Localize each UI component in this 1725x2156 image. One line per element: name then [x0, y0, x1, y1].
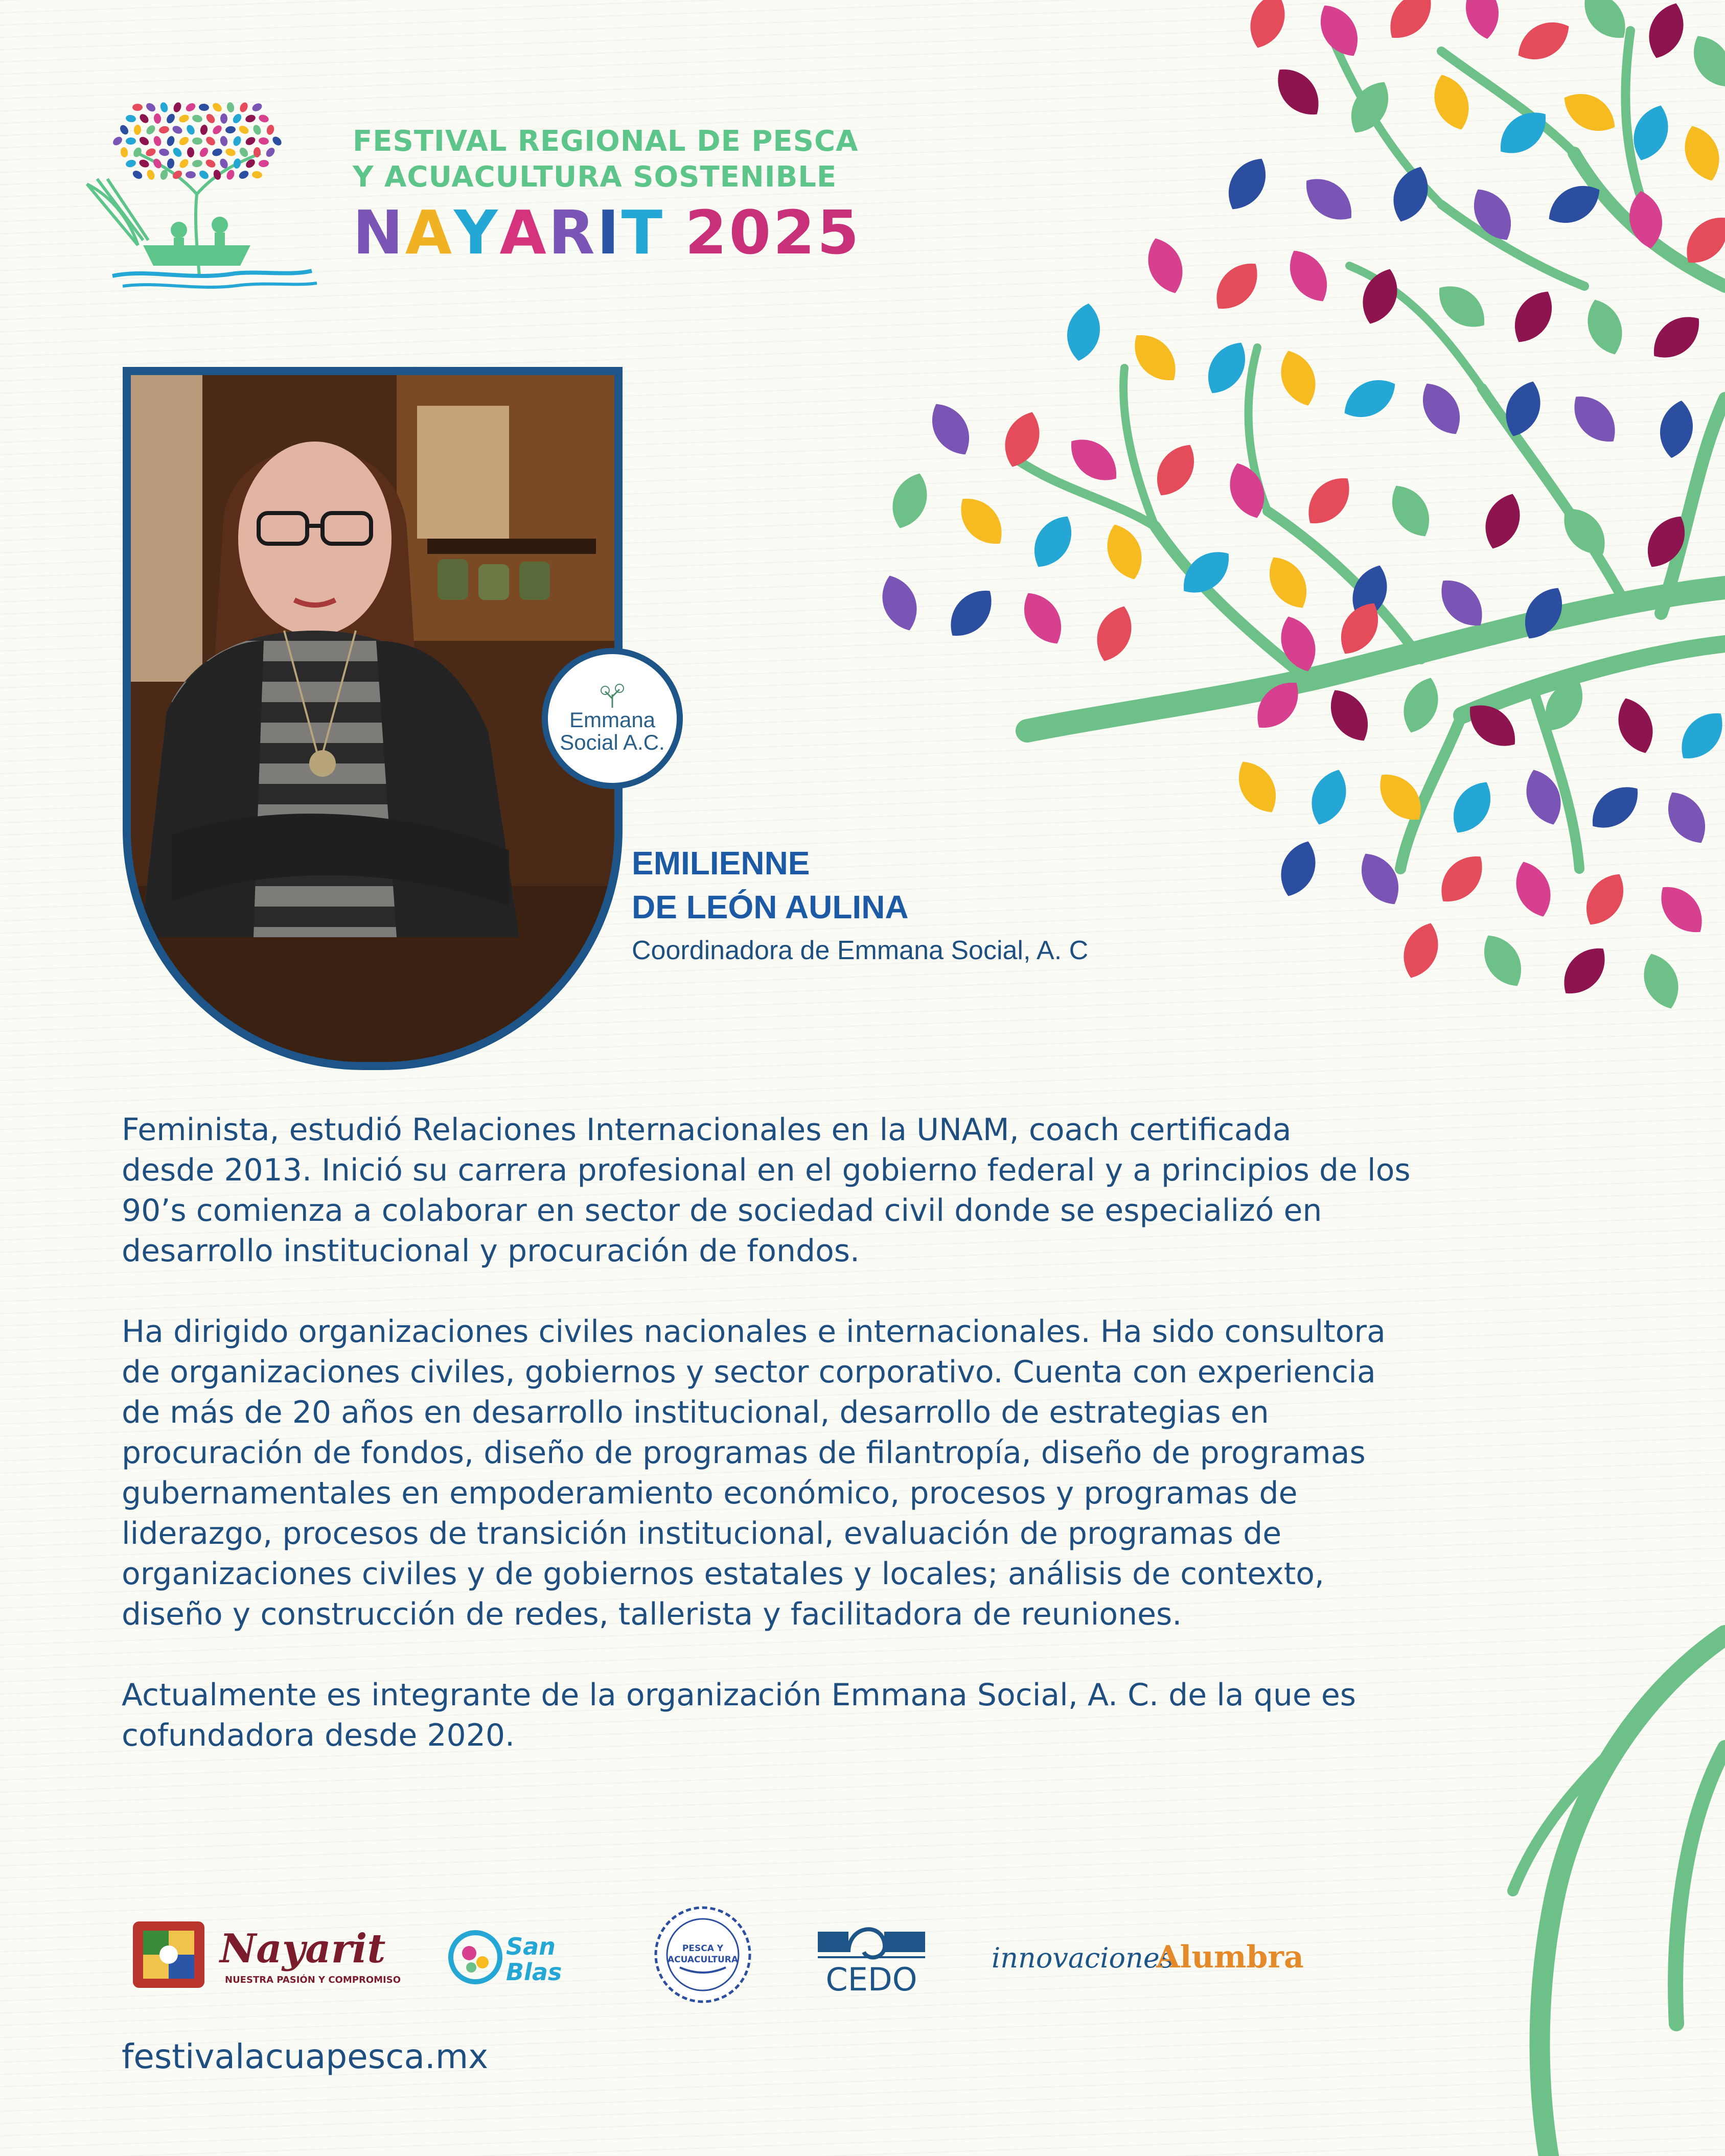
logo-dot [266, 124, 275, 136]
leaf [1443, 774, 1501, 841]
organization-badge [542, 648, 683, 789]
leaf [1671, 703, 1725, 769]
logo-dot [232, 135, 243, 147]
logo-dot [198, 146, 210, 158]
organization-name-line-1: Emmana [569, 708, 656, 732]
logo-dot [159, 101, 169, 113]
bio-line: desarrollo institucional y procuración de fondos. [122, 1233, 860, 1269]
logo-dot [166, 135, 176, 147]
nayarit-tagline: NUESTRA PASIÓN Y COMPROMISO [225, 1975, 401, 1985]
logo-dot [186, 171, 196, 178]
logo-dot [204, 158, 217, 169]
nayarit-letter: A [499, 197, 548, 268]
bio-line: diseño y construcción de redes, tallerista y facilitadora de reuniones. [122, 1596, 1182, 1632]
bio-line: de organizaciones civiles, gobiernos y sector corporativo. Cuenta con experiencia [122, 1354, 1376, 1390]
logo-dot [251, 171, 262, 179]
leaf [885, 468, 935, 534]
pesca-seal-line-1: PESCA Y [682, 1943, 724, 1954]
logo-dot [187, 147, 194, 158]
leaf [1321, 682, 1378, 749]
speaker-name-first: EMILIENNE [632, 845, 810, 882]
leaf [997, 407, 1047, 473]
logo-dot [172, 101, 182, 113]
leaf [1243, 0, 1293, 53]
speaker-name-last: DE LEÓN AULINA [632, 889, 909, 925]
logo-dot [111, 135, 124, 147]
leaf [1582, 776, 1648, 839]
bio-line: cofundadora desde 2020. [122, 1718, 515, 1753]
emmana-tree-icon [597, 683, 628, 709]
logo-dot [165, 112, 176, 125]
logo-dot [258, 137, 269, 146]
tree-logo-icon [66, 92, 332, 296]
logo-dot [171, 146, 183, 158]
logo-dot [211, 101, 223, 113]
festival-title-line-2: Y ACUACULTURA SOSTENIBLE [353, 160, 837, 194]
logo-dot [225, 126, 236, 134]
alumbra-text: Alumbra [1156, 1939, 1304, 1975]
bio-line: desde 2013. Inició su carrera profesional en el gobierno federal y a principios de los [122, 1152, 1411, 1188]
festival-title-line-1: FESTIVAL REGIONAL DE PESCA [353, 125, 859, 158]
logo-dot [244, 135, 257, 147]
leaf [1124, 325, 1186, 390]
leaf [922, 396, 979, 462]
leaf [1508, 856, 1558, 922]
footer-url[interactable]: festivalacuapesca.mx [122, 2037, 489, 2076]
logo-dot [145, 101, 157, 113]
logo-dot [226, 102, 235, 113]
leaf [1337, 370, 1403, 427]
logo-dot [211, 147, 223, 157]
cedo-label: CEDO [825, 1961, 917, 1998]
leaf [1063, 300, 1105, 363]
logo-dot [178, 157, 190, 170]
bio-line: Actualmente es integrante de la organización Emmana Social, A. C. de la que es [122, 1677, 1356, 1713]
leaf [1298, 468, 1360, 534]
nayarit-letter: T [621, 197, 665, 268]
logo-dot [158, 125, 170, 134]
sanblas-line-2: Blas [506, 1958, 562, 1986]
leaf [1280, 243, 1337, 309]
logo-dot [185, 124, 196, 136]
bio-line: procuración de fondos, diseño de programas de filantropía, diseño de programas [122, 1435, 1366, 1471]
logo-dot [138, 135, 150, 147]
bio-line: 90’s comienza a colaborar en sector de sociedad civil donde se especializó en [122, 1193, 1322, 1228]
logo-dot [198, 103, 209, 111]
leaf [1396, 918, 1446, 984]
leaf [1580, 294, 1630, 360]
logo-dot [146, 169, 156, 181]
leaf [1396, 673, 1446, 738]
nayarit-letter: I [596, 197, 622, 268]
leaf [1641, 0, 1691, 63]
leaf [1684, 28, 1725, 95]
leaf [1024, 508, 1082, 575]
logo-dot [131, 169, 144, 181]
logo-dot [145, 124, 157, 136]
leaf [940, 581, 1002, 646]
bio-line: Ha dirigido organizaciones civiles nacionales e internacionales. Ha sido consultora [122, 1314, 1386, 1350]
festival-nayarit-2025 [353, 197, 861, 268]
logo-dot [125, 114, 136, 123]
year-digit: 2 [685, 197, 729, 268]
leaf [1304, 764, 1354, 830]
logo-dot [192, 159, 203, 168]
leaf [1655, 398, 1697, 460]
logo-dot [132, 104, 143, 111]
leaf [1099, 519, 1149, 585]
organization-name-line-2: Social A.C. [560, 730, 665, 754]
leaf [1563, 386, 1626, 452]
leaf [1658, 784, 1715, 851]
logo-dot [231, 112, 243, 125]
nayarit-letter: A [405, 197, 454, 268]
bio-line: liderazgo, procesos de transición institucional, evaluación de programas de [122, 1516, 1282, 1551]
cedo-shell-icon [818, 1929, 925, 1957]
logo-dot [198, 169, 210, 180]
leaf [1218, 151, 1276, 217]
logo-dot [259, 159, 269, 167]
logo-dot [271, 135, 283, 147]
leaf [1498, 376, 1548, 442]
logo-dot [251, 102, 263, 113]
logo-dot [178, 113, 190, 124]
leaf [1505, 284, 1562, 350]
leaf [1650, 877, 1713, 942]
pesca-seal-line-2: ACUACULTURA [667, 1955, 739, 1965]
leaf [1431, 846, 1493, 912]
leaf [1147, 437, 1204, 503]
logo-dot [238, 124, 250, 135]
leaf [1061, 429, 1126, 491]
sanblas-line-1: San [506, 1933, 556, 1960]
logo-dot [192, 114, 203, 124]
logo-dot [200, 124, 209, 135]
bio-line: gubernamentales en empoderamiento económico, procesos y programas de [122, 1475, 1298, 1511]
year-digit: 0 [729, 197, 773, 268]
leaf [1636, 948, 1686, 1014]
logo-dot [138, 112, 150, 125]
leaf [1089, 601, 1139, 667]
leaf [1382, 478, 1439, 544]
nayarit-letter: Y [454, 197, 500, 268]
logo-dot [125, 159, 137, 168]
nayarit-coat-of-arms-icon [133, 1921, 204, 1988]
leaf [1644, 306, 1709, 368]
year-digit: 5 [817, 197, 861, 268]
logo-dot [238, 146, 250, 158]
leaf [1427, 69, 1477, 135]
sanblas-logo-icon [451, 1933, 500, 1982]
leaf [1474, 928, 1531, 994]
leaf [1267, 59, 1329, 125]
nayarit-logo-text: Nayarit [220, 1926, 386, 1972]
logo-dot [233, 158, 242, 169]
leaf [1510, 12, 1577, 69]
logo-dot [158, 148, 170, 157]
leaf [1259, 549, 1317, 616]
logo-dot [192, 137, 203, 145]
logo-dot [171, 124, 183, 135]
logo-dot [120, 147, 129, 158]
logo-dot [264, 146, 276, 158]
leaf [1140, 233, 1190, 299]
leaf [1677, 121, 1725, 187]
bio-line: organizaciones civiles y de gobiernos estatales y locales; análisis de contexto, [122, 1556, 1325, 1592]
logo-dot [211, 124, 223, 136]
sponsor-logos [128, 1906, 1354, 2003]
leaf [1296, 168, 1362, 230]
logo-dot [152, 157, 163, 170]
logo-dot [178, 135, 190, 147]
year-digit: 2 [773, 197, 817, 268]
logo-dot [204, 112, 216, 125]
nayarit-letter: N [353, 197, 405, 268]
leaf [1014, 585, 1071, 652]
logo-dot [185, 102, 197, 113]
nayarit-letter: R [548, 197, 597, 268]
speaker-role: Coordinadora de Emmana Social, A. C [632, 936, 1089, 965]
logo-dot [152, 135, 162, 147]
logo-dot [238, 169, 250, 180]
logo-dot [238, 101, 249, 113]
leaf [1478, 489, 1528, 554]
logo-dot [252, 124, 263, 136]
leaf [1379, 0, 1442, 48]
leaf [1273, 345, 1323, 411]
leaf [875, 570, 925, 636]
bio-line: Feminista, estudió Relaciones Internacionales en la UNAM, coach certificada [122, 1112, 1292, 1148]
leaf [1206, 253, 1268, 319]
logo-dot [204, 135, 217, 147]
leaf [1576, 866, 1634, 933]
leaf [950, 489, 1013, 554]
leaf [1461, 0, 1503, 42]
logo-dot [133, 125, 141, 135]
logo-dot [224, 147, 236, 157]
innovaciones-text: innovaciones [992, 1942, 1174, 1974]
logo-dot [220, 113, 227, 124]
leaf [1556, 84, 1623, 141]
speaker-bio [122, 1110, 1655, 1756]
bio-line: de más de 20 años en desarrollo institucional, desarrollo de estrategias en [122, 1395, 1269, 1430]
logo-dot [167, 158, 175, 169]
leaf [1413, 376, 1470, 442]
leaf [1273, 836, 1323, 902]
logo-dot [258, 113, 270, 124]
logo-dot [244, 113, 256, 123]
logo-dot [119, 124, 130, 136]
logo-dot [219, 135, 228, 147]
logo-dot [126, 137, 136, 145]
logo-dot [153, 113, 162, 124]
leaf [1611, 693, 1661, 759]
leaf [1229, 754, 1286, 820]
leaf [1553, 938, 1616, 1004]
